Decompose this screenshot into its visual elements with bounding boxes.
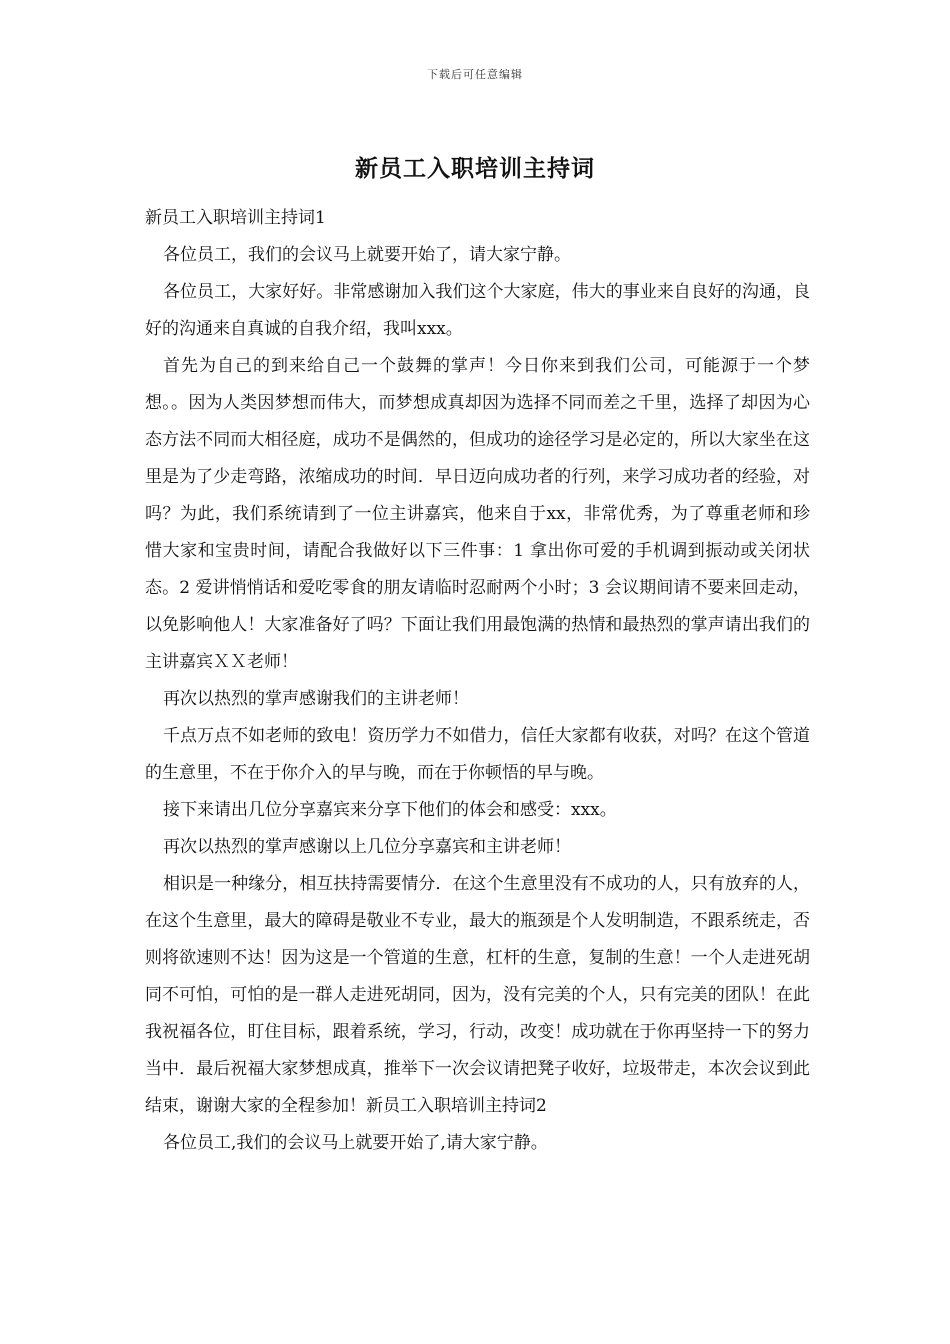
- document-body: [145, 200, 810, 1162]
- paragraph: 各位员工，大家好好。非常感谢加入我们这个大家庭，伟大的事业来自良好的沟通，良好的沟通来自真诚的自我介绍，我叫xxx。: [145, 282, 810, 339]
- header-note: 下载后可任意编辑: [427, 68, 523, 81]
- paragraph: 接下来请出几位分享嘉宾来分享下他们的体会和感受：xxx。: [163, 800, 617, 820]
- document-title: 新员工入职培训主持词: [355, 155, 595, 182]
- paragraph: 千点万点不如老师的致电！资历学力不如借力，信任大家都有收获，对吗？在这个管道的生意里，不在于你介入的早与晚，而在于你顿悟的早与晚。: [145, 726, 810, 783]
- paragraph: 各位员工，我们的会议马上就要开始了，请大家宁静。: [163, 245, 571, 265]
- paragraph: 首先为自己的到来给自己一个鼓舞的掌声！今日你来到我们公司，可能源于一个梦想。。因为人类因梦想而伟大，而梦想成真却因为选择不同而差之千里，选择了却因为心态方法不同而大相径庭，成功不是偶然的，但成功的途径学习是必定的，所以大家坐在这里是为了少走弯路，浓缩成功的时间．早日迈向成功者的行列，来学习成功者的经验，对吗？为此，我们系统请到了一位主讲嘉宾，他来自于xx，非常优秀，为了尊重老师和珍惜大家和宝贵时间，请配合我做好以下三件事：1 拿出你可爱的手机调到振动或关闭状态。2 爱讲悄悄话和爱吃零食的朋友请临时忍耐两个小时；3 会议期间请不要来回走动，以免影响他人！大家准备好了吗？下面让我们用最饱满的热情和最热烈的掌声请出我们的主讲嘉宾ＸＸ老师！: [145, 356, 810, 672]
- paragraph: 再次以热烈的掌声感谢以上几位分享嘉宾和主讲老师！: [163, 837, 571, 857]
- section-heading: 新员工入职培训主持词1: [145, 208, 326, 228]
- paragraph: 相识是一种缘分，相互扶持需要情分．在这个生意里没有不成功的人，只有放弃的人，在这个生意里，最大的障碍是敬业不专业，最大的瓶颈是个人发明制造，不跟系统走，否则将欲速则不达！因为这是一个管道的生意，杠杆的生意，复制的生意！一个人走进死胡同不可怕，可怕的是一群人走进死胡同，因为，没有完美的个人，只有完美的团队！在此我祝福各位，盯住目标，跟着系统，学习，行动，改变！成功就在于你再坚持一下的努力当中．最后祝福大家梦想成真，推举下一次会议请把凳子收好，垃圾带走，本次会议到此结束，谢谢大家的全程参加！新员工入职培训主持词2: [145, 874, 810, 1116]
- paragraph: 各位员工,我们的会议马上就要开始了,请大家宁静。: [163, 1133, 548, 1153]
- paragraph: 再次以热烈的掌声感谢我们的主讲老师！: [163, 689, 469, 709]
